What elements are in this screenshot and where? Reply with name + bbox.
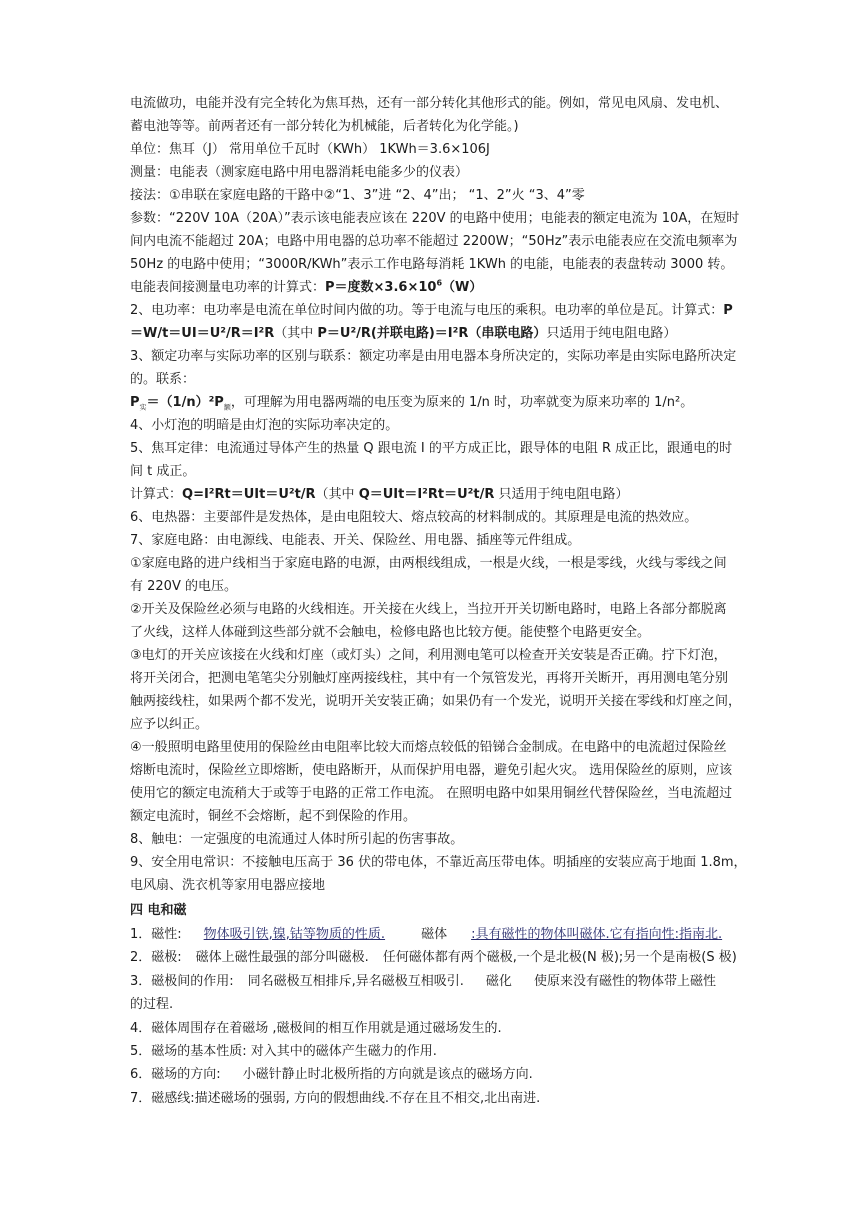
list-item bbox=[130, 970, 736, 993]
text-line: ①家庭电路的进户线相当于家庭电路的电源，由两根线组成，一根是火线，一根是零线，火线与零线之间 bbox=[130, 556, 727, 571]
text-line: 触两接线柱，如果两个都不发光，说明开关安装正确；如果仍有一个发光，说明开关接在零线和灯座之间， bbox=[130, 694, 742, 709]
text-line: 4、小灯泡的明暗是由灯泡的实际功率决定的。 bbox=[130, 418, 399, 433]
text-line: ③电灯的开关应该接在火线和灯座（或灯头）之间，利用测电笔可以检查开关安装是否正确。拧下灯泡， bbox=[130, 648, 727, 663]
text-line: 7、家庭电路：由电源线、电能表、开关、保险丝、用电器、插座等元件组成。 bbox=[130, 533, 581, 548]
list-item bbox=[130, 923, 736, 946]
item-definition: :具有磁性的物体叫磁体.它有指向性:指南北. bbox=[471, 927, 723, 942]
text-span: 电能表间接测量电功率的计算式： bbox=[130, 280, 326, 295]
text-line: 5、焦耳定律：电流通过导体产生的热量 Q 跟电流 I 的平方成正比，跟导体的电阻 R 成正比，跟通电的时 bbox=[130, 441, 733, 456]
formula-text: Q＝UIt＝I²Rt＝U²t/R bbox=[358, 487, 495, 502]
text-line: 额定电流时，铜丝不会熔断，起不到保险的作用。 bbox=[130, 809, 417, 824]
text-span: （其中 bbox=[274, 326, 318, 341]
text-line: 电风扇、洗衣机等家用电器应接地 bbox=[130, 878, 326, 893]
text-line bbox=[130, 483, 736, 506]
formula-text: Q=I²Rt＝UIt＝U²t/R bbox=[182, 487, 316, 502]
text-span: （其中 bbox=[315, 487, 359, 502]
text-line: 接法：①串联在家庭电路的干路中②“1、3”进 “2、4”出； “1、2”火 “3、4”零 bbox=[130, 188, 585, 203]
formula-text: ＝（1/n）²P bbox=[146, 395, 224, 410]
text-line: 3、额定功率与实际功率的区别与联系：额定功率是由用电器本身所决定的，实际功率是由实际电路所决定 bbox=[130, 349, 737, 364]
text-line: 使用它的额定电流稍大于或等于电路的正常工作电流。 在照明电路中如果用铜丝代替保险丝，当电流超过 bbox=[130, 786, 733, 801]
text-line: 8、触电：一定强度的电流通过人体时所引起的伤害事故。 bbox=[130, 832, 464, 847]
item-definition: 同名磁极互相排斥,异名磁极互相吸引. bbox=[247, 973, 464, 989]
item-definition: 任何磁体都有两个磁极,一个是北极(N 极);另一个是南极(S 极) bbox=[382, 950, 737, 966]
text-line: 参数：“220V 10A（20A）”表示该电能表应该在 220V 的电路中使用；电能表的额定电流为 10A，在短时 bbox=[130, 211, 740, 226]
item-label: 2．磁极: bbox=[130, 950, 182, 966]
formula-text: P＝度数×3.6×10 bbox=[325, 280, 437, 295]
list-item: 7．磁感线:描述磁场的强弱, 方向的假想曲线.不存在且不相交,北出南进. bbox=[130, 1090, 541, 1106]
text-span: 计算式： bbox=[130, 487, 183, 502]
text-line: 熔断电流时，保险丝立即熔断，使电路断开，从而保护用电器，避免引起火灾。 选用保险丝的原则，应该 bbox=[130, 763, 733, 778]
text-line: 应予以纠正。 bbox=[130, 717, 209, 732]
text-line: 间内电流不能超过 20A；电路中用电器的总功率不能超过 2200W；“50Hz”表示电能表应在交流电频率为 bbox=[130, 234, 738, 249]
item-definition: 磁体上磁性最强的部分叫磁极. bbox=[195, 950, 369, 966]
document-body bbox=[130, 92, 747, 1110]
item-definition: 物体吸引铁,镍,钴等物质的性质. bbox=[203, 927, 386, 942]
item-label: 6．磁场的方向: bbox=[130, 1067, 221, 1083]
text-line bbox=[130, 322, 736, 345]
item-label: 1．磁性: bbox=[130, 927, 182, 942]
formula-unit: （W） bbox=[442, 280, 483, 295]
formula-text: P bbox=[130, 395, 140, 410]
item-definition: 小磁针静止时北极所指的方向就是该点的磁场方向. bbox=[242, 1067, 533, 1083]
text-line: 6、电热器：主要部件是发热体，是由电阻较大、熔点较高的材料制成的。其原理是电流的热效应。 bbox=[130, 510, 698, 525]
formula-text: ＝W/t＝UI＝U²/R＝I²R bbox=[130, 326, 275, 341]
list-item bbox=[130, 946, 736, 969]
text-line: 蓄电池等等。前两者还有一部分转化为机械能，后者转化为化学能。) bbox=[130, 119, 519, 134]
text-line: 9、安全用电常识：不接触电压高于 36 伏的带电体，不靠近高压带电体。明插座的安装应高于地面 1.8m， bbox=[130, 855, 747, 870]
formula-exponent: 6 bbox=[436, 278, 443, 288]
text-line: 测量：电能表（测家庭电路中用电器消耗电能多少的仪表） bbox=[130, 165, 469, 180]
formula-subscript: 额 bbox=[223, 403, 231, 412]
text-line bbox=[130, 391, 736, 414]
item-label: 3．磁极间的作用: bbox=[130, 973, 234, 989]
text-line bbox=[130, 299, 736, 322]
text-line: 有 220V 的电压。 bbox=[130, 579, 237, 594]
formula-text: P bbox=[723, 303, 733, 318]
formula-subscript: 实 bbox=[139, 403, 147, 412]
list-item bbox=[130, 1063, 736, 1086]
text-line: 的。联系： bbox=[130, 372, 196, 387]
text-line bbox=[130, 276, 736, 299]
item-term: 磁化 bbox=[485, 973, 512, 989]
item-term: 磁体 bbox=[421, 927, 448, 942]
text-span: 只适用于纯电阻电路） bbox=[546, 326, 677, 341]
text-line: ②开关及保险丝必须与电路的火线相连。开关接在火线上，当拉开开关切断电路时，电路上各部分都脱离 bbox=[130, 602, 727, 617]
text-line: 间 t 成正。 bbox=[130, 464, 196, 479]
section-heading: 四 电和磁 bbox=[130, 903, 187, 918]
text-line: 了火线，这样人体碰到这些部分就不会触电，检修电路也比较方便。能使整个电路更安全。 bbox=[130, 625, 651, 640]
text-line: ④一般照明电路里使用的保险丝由电阻率比较大而熔点较低的铅锑合金制成。在电路中的电流超过保险丝 bbox=[130, 740, 727, 755]
list-item: 4．磁体周围存在着磁场 ,磁极间的相互作用就是通过磁场发生的. bbox=[130, 1020, 502, 1036]
item-definition: 使原来没有磁性的物体带上磁性 bbox=[533, 973, 716, 989]
text-span: ，可理解为用电器两端的电压变为原来的 1/n 时，功率就变为原来功率的 1/n²。 bbox=[230, 395, 694, 410]
text-line: 的过程. bbox=[130, 997, 174, 1013]
text-line: 50Hz 的电路中使用；“3000R/KWh”表示工作电路每消耗 1KWh 的电能，电能表的表盘转动 3000 转。 bbox=[130, 257, 734, 272]
text-line: 电流做功，电能并没有完全转化为焦耳热，还有一部分转化其他形式的能。例如，常见电风扇、发电机、 bbox=[130, 96, 729, 111]
list-item: 5．磁场的基本性质: 对入其中的磁体产生磁力的作用. bbox=[130, 1043, 437, 1059]
formula-text: P＝U²/R(并联电路)＝I²R（串联电路） bbox=[317, 326, 547, 341]
text-span: 2、电功率：电功率是电流在单位时间内做的功。等于电流与电压的乘积。电功率的单位是瓦。计算式： bbox=[130, 303, 724, 318]
text-line: 单位：焦耳（J） 常用单位千瓦时（KWh） 1KWh＝3.6×106J bbox=[130, 142, 490, 157]
text-span: 只适用于纯电阻电路） bbox=[494, 487, 629, 502]
text-line: 将开关闭合，把测电笔笔尖分别触灯座两接线柱，其中有一个氖管发光，再将开关断开，再用测电笔分别 bbox=[130, 671, 729, 686]
